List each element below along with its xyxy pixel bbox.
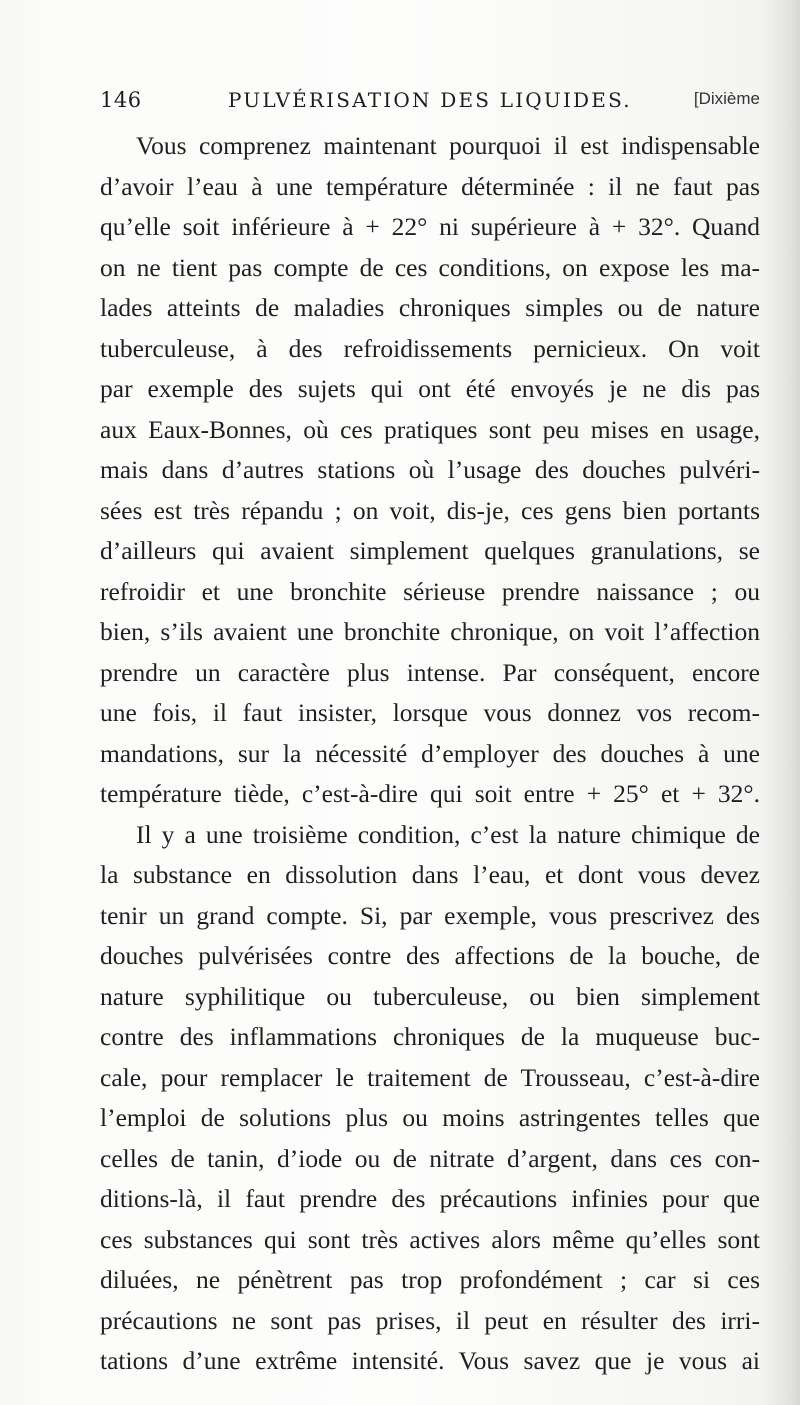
text-line: mais dans d’autres stations où l’usage des douches pulvéri-	[100, 455, 760, 484]
text-line: mandations, sur la nécessité d’employer des douches à une	[100, 738, 760, 768]
text-line: qu’elle soit inférieure à + 22° ni supérieure à + 32°. Quand	[100, 212, 760, 241]
text-line: Il y a une troisième condition, c’est la nature chimique de	[136, 819, 760, 849]
body-text	[100, 126, 760, 1382]
text-line: température tiède, c’est-à-dire qui soit entre + 25° et + 32°.	[100, 779, 760, 808]
text-line: ditions-là, il faut prendre des précautions infinies pour que	[100, 1184, 760, 1213]
text-line: contre des inflammations chroniques de la muqueuse buc-	[100, 1022, 760, 1051]
text-line: tations d’une extrême intensité. Vous savez que je vous ai	[100, 1346, 760, 1375]
text-line: tenir un grand compte. Si, par exemple, vous prescrivez des	[100, 900, 760, 930]
running-header	[100, 88, 760, 118]
text-line: tuberculeuse, à des refroidissements pernicieux. On voit	[100, 333, 760, 363]
text-line: ces substances qui sont très actives alors même qu’elles sont	[100, 1224, 760, 1254]
text-line: aux Eaux-Bonnes, où ces pratiques sont peu mises en usage,	[100, 414, 760, 444]
text-line: refroidir et une bronchite sérieuse prendre naissance ; ou	[100, 576, 760, 606]
text-line: douches pulvérisées contre des affections de la bouche, de	[100, 941, 760, 970]
text-line: bien, s’ils avaient une bronchite chronique, on voit l’affection	[100, 617, 760, 646]
section-label: [Dixième	[693, 89, 760, 108]
text-line: sées est très répandu ; on voit, dis-je, ces gens bien portants	[100, 495, 760, 525]
text-line: une fois, il faut insister, lorsque vous donnez vos recom-	[100, 698, 760, 727]
text-line: on ne tient pas compte de ces conditions, on expose les ma-	[100, 252, 760, 282]
text-line: la substance en dissolution dans l’eau, et dont vous devez	[100, 860, 760, 889]
text-line: l’emploi de solutions plus ou moins astringentes telles que	[100, 1103, 760, 1132]
text-line: diluées, ne pénètrent pas trop profondément ; car si ces	[100, 1265, 760, 1294]
text-line: d’avoir l’eau à une température déterminée : il ne faut pas	[100, 171, 760, 201]
text-line: celles de tanin, d’iode ou de nitrate d’argent, dans ces con-	[100, 1143, 760, 1173]
text-line: par exemple des sujets qui ont été envoyés je ne dis pas	[100, 374, 760, 403]
page-number: 146	[100, 88, 142, 112]
text-line: prendre un caractère plus intense. Par conséquent, encore	[100, 657, 760, 687]
text-line: Vous comprenez maintenant pourquoi il est indispensable	[136, 131, 760, 160]
text-line: nature syphilitique ou tuberculeuse, ou bien simplement	[100, 981, 760, 1011]
running-title: PULVÉRISATION DES LIQUIDES.	[228, 88, 632, 112]
text-line: cale, pour remplacer le traitement de Trousseau, c’est-à-dire	[100, 1062, 760, 1092]
text-line: précautions ne sont pas prises, il peut en résulter des irri-	[100, 1305, 760, 1335]
text-line: lades atteints de maladies chroniques simples ou de nature	[100, 293, 760, 322]
text-line: d’ailleurs qui avaient simplement quelques granulations, se	[100, 536, 760, 565]
